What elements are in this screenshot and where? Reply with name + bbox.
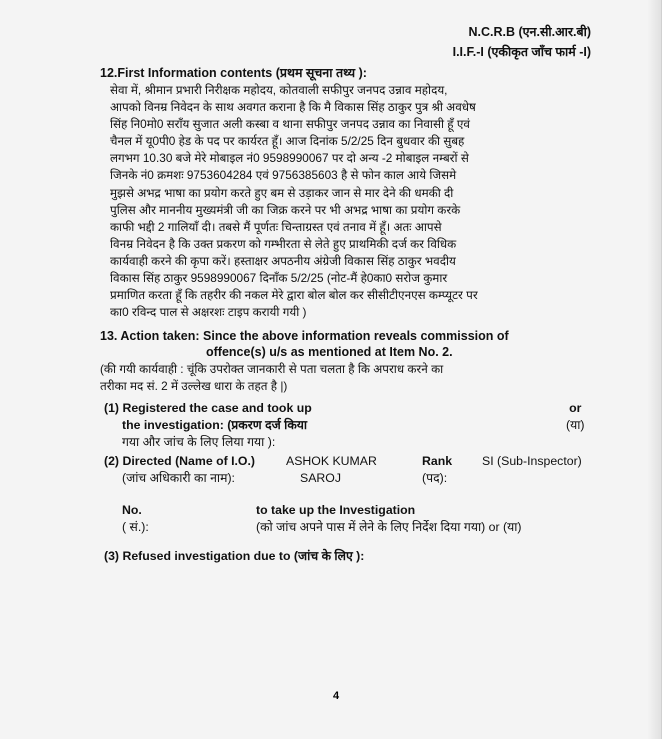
or-hindi: (या) — [566, 418, 585, 432]
section-12-title: 12.First Information contents (प्रथम सूचना तथ्य ): — [100, 66, 367, 80]
header-iif: I.I.F.-I (एकीकृत जाँच फार्म -I) — [452, 45, 591, 59]
item-2-label: (2) Directed (Name of I.O.) — [104, 454, 256, 468]
item-1-line: (1) Registered the case and took up — [104, 401, 312, 415]
or-choice — [566, 400, 585, 434]
page-number: 4 — [333, 690, 340, 702]
item-1-line: the investigation: (प्रकरण दर्ज किया — [122, 418, 308, 432]
fir-line: का0 रविन्द पाल से अक्षरशः टाइप करायी गयी ) — [110, 305, 307, 320]
section-13-hindi-line: (की गयी कार्यवाही : चूंकि उपरोक्त जानकारी से पता चलता है कि अपराध करने का — [100, 362, 444, 376]
item-3-refused: (3) Refused investigation due to (जांच के लिए ): — [104, 549, 365, 563]
fir-line: विनम्र निवेदन है कि उक्त प्रकरण को गम्भीरता से लेते हुए प्राथमिकी दर्ज कर विधिक — [110, 236, 457, 251]
fir-line: चैनल में यू0पी0 हेड के पद पर कार्यरत हूँ। आज दिनांक 5/2/25 दिन बुधवार की सुबह — [110, 134, 465, 149]
fir-line: विकास सिंह ठाकुर 9598990067 दिनाँक 5/2/25 (नोट-मैं हे0का0 सरोज कुमार — [110, 271, 448, 286]
number-label: No. — [122, 503, 142, 517]
take-up-investigation: to take up the Investigation — [256, 503, 416, 517]
page-edge-shadow — [647, 0, 661, 739]
fir-line: कार्यवाही करने की कृपा करें। हस्ताक्षर अपठनीय अंग्रेजी विकास सिंह ठाकुर भवदीय — [110, 253, 456, 268]
item-1-registered — [104, 400, 312, 434]
section-13-title-continued: offence(s) u/s as mentioned at Item No. 2. — [206, 345, 453, 359]
rank-label-hindi: (पद): — [422, 471, 448, 485]
section-12-text — [110, 82, 560, 321]
header-ncrb: N.C.R.B (एन.सी.आर.बी) — [468, 25, 591, 39]
fir-line: सिंह नि0मो0 सराँय सुजात अली कस्बा व थाना सफीपुर जनपद उन्नाव का निवासी हूँ एवं — [110, 117, 470, 132]
section-13-hindi-line: तरीका मद सं. 2 में उल्लेख धारा के तहत है |) — [100, 379, 288, 394]
fir-line: जिनके नं0 क्रमशः 9753604284 एवं 9756385603 है से फोन काल आये जिसमे — [110, 168, 457, 183]
fir-line: आपको विनम्र निवेदन के साथ अवगत कराना है कि मै विकास सिंह ठाकुर पुत्र श्री अवधेष — [110, 100, 476, 115]
io-name-line-2: SAROJ — [300, 471, 341, 485]
fir-line: लगभग 10.30 बजे मेरे मोबाइल नं0 9598990067 पर दो अन्य -2 मोबाइल नम्बरों से — [110, 151, 469, 166]
fir-line: प्रमाणित करता हूँ कि तहरीर की नकल मेरे द्वारा बोल बोल कर सीसीटीएनएस कम्प्यूटर पर — [110, 288, 478, 303]
form-header — [453, 22, 591, 62]
fir-line: पुलिस और माननीय मुख्यमंत्री जी का जिक्र करने पर भी अभद्र भाषा का प्रयोग करके — [110, 202, 461, 217]
item-2-label-hindi: (जांच अधिकारी का नाम): — [122, 471, 235, 485]
io-name-line-1: ASHOK KUMAR — [286, 454, 377, 468]
section-13-hindi — [100, 361, 560, 395]
or-english: or — [569, 401, 582, 415]
item-1-line-hindi: गया और जांच के लिए लिया गया ): — [122, 435, 276, 449]
number-label-hindi: ( सं.): — [122, 520, 149, 534]
fir-line: काफी भद्दी 2 गालियाँ दी। तबसे मैं पूर्णतः चिन्ताग्रस्त एवं तनाव में हूँ। अतः आपसे — [110, 219, 442, 234]
fir-line: सेवा में, श्रीमान प्रभारी निरीक्षक महोदय, कोतवाली सफीपुर जनपद उन्नाव महोदय, — [110, 83, 448, 97]
rank-value: SI (Sub-Inspector) — [482, 454, 582, 468]
section-13-title: 13. Action taken: Since the above information reveals commission of — [100, 329, 509, 343]
rank-label: Rank — [422, 454, 453, 468]
fir-line: मुझसे अभद्र भाषा का प्रयोग करते हुए बम से उड़ाकर जान से मार देने की धमकी दी — [110, 185, 454, 200]
take-up-investigation-hindi: (को जांच अपने पास में लेने के लिए निर्देश दिया गया) or (या) — [256, 520, 522, 534]
